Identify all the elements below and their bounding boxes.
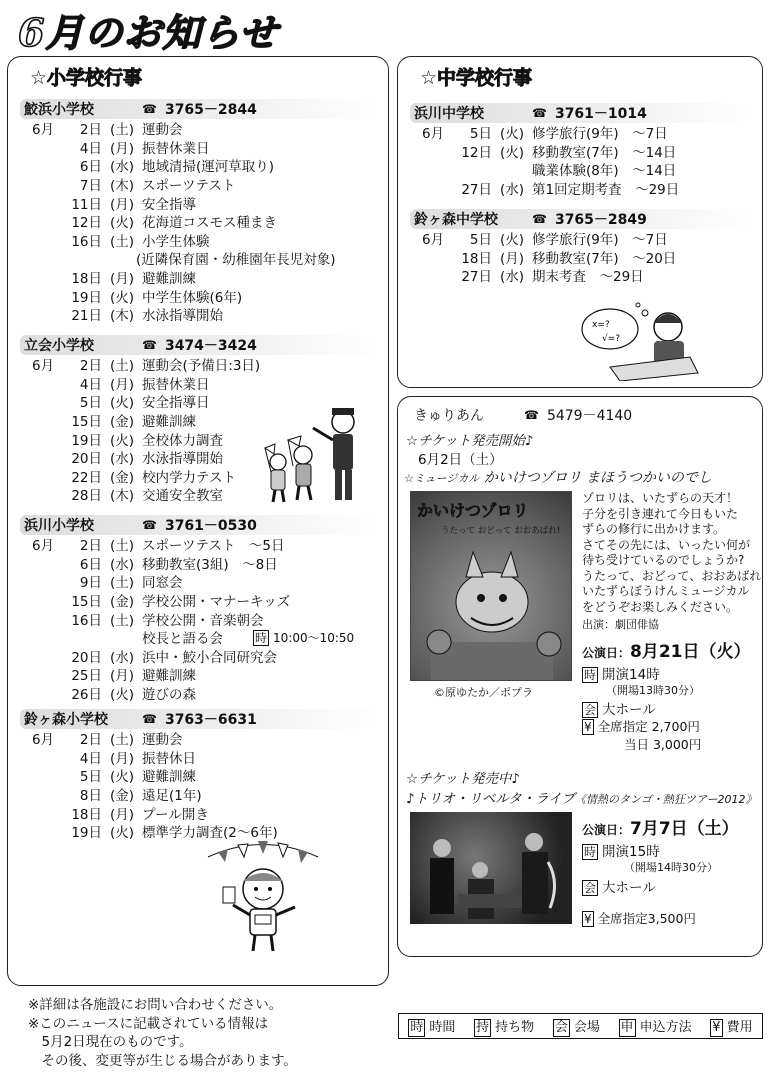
event-row xyxy=(20,822,380,841)
event-weekday: (木) xyxy=(109,178,135,195)
event-title: 中学生体験(6年) xyxy=(142,289,243,306)
event-weekday: (火) xyxy=(499,232,525,249)
show2-price: ¥ 全席指定3,500円 xyxy=(584,911,696,926)
event-weekday: (火) xyxy=(109,215,135,232)
sale-start-date: 6月2日（土） xyxy=(418,452,503,468)
event-title: 修学旅行(9年) ～7日 xyxy=(532,232,668,249)
school-block xyxy=(20,709,380,841)
legend-item xyxy=(710,1016,752,1037)
price-mark: ¥ xyxy=(584,912,592,926)
event-weekday: (火) xyxy=(109,289,135,306)
show2-date: 公演日：7月7日（土） xyxy=(582,819,739,839)
cast: 出演：劇団俳協 xyxy=(582,618,659,631)
legend-mark: 持 xyxy=(476,1019,490,1035)
school-tel: 3761－0530 xyxy=(164,518,257,534)
event-day: 18日 xyxy=(461,250,492,267)
phone-icon: ☎ xyxy=(142,338,157,352)
elementary-heading: ☆小学校行事 xyxy=(30,67,143,89)
legend-item xyxy=(553,1016,600,1037)
description-line: をどうぞお楽しみください。 xyxy=(582,599,739,614)
legend-item xyxy=(408,1016,455,1037)
event-weekday: (木) xyxy=(109,308,135,325)
event-row xyxy=(20,268,380,287)
phone-icon: ☎ xyxy=(142,518,157,532)
event-title: 水泳指導開始 xyxy=(142,308,223,325)
show2-time: 時 開演15時 xyxy=(584,844,660,860)
event-row xyxy=(410,142,752,161)
event-day: 26日 xyxy=(71,687,102,704)
event-title: 遠足(1年) xyxy=(142,788,202,805)
event-weekday: (土) xyxy=(109,612,135,629)
event-title: 移動教室(7年) ～20日 xyxy=(532,250,677,267)
time-mark: 時 xyxy=(584,668,597,682)
junior-heading: ☆中学校行事 xyxy=(420,67,533,89)
event-row xyxy=(20,193,380,212)
show-price-day: 当日 3,000円 xyxy=(624,737,702,752)
event-title: 花海道コスモス種まき xyxy=(142,215,277,232)
event-day: 4日 xyxy=(79,750,102,767)
event-row xyxy=(410,266,752,285)
event-weekday: (水) xyxy=(109,159,135,176)
school-tel: 3765－2844 xyxy=(164,102,257,118)
event-title: (近隣保育園・幼稚園年長児対象) xyxy=(136,252,336,269)
show-time: 時 開演14時 xyxy=(584,667,660,683)
event-row xyxy=(20,305,380,324)
school-name: 鈴ヶ森小学校 xyxy=(24,712,108,728)
legend-mark: ¥ xyxy=(712,1019,721,1035)
event-day: 27日 xyxy=(461,269,492,286)
event-title: 避難訓練 xyxy=(142,769,196,786)
legend-item xyxy=(619,1016,692,1037)
event-row xyxy=(20,175,380,194)
event-day: 19日 xyxy=(71,825,102,842)
event-row xyxy=(20,249,380,268)
price-mark: ¥ xyxy=(584,720,592,734)
event-title: 修学旅行(9年) ～7日 xyxy=(532,126,668,143)
event-row xyxy=(20,374,380,393)
event-row xyxy=(20,628,380,647)
star-icon: ☆ xyxy=(30,67,48,89)
event-row xyxy=(20,748,380,767)
event-weekday: (水) xyxy=(499,269,525,286)
event-weekday: (土) xyxy=(109,122,135,139)
school-header xyxy=(20,515,380,535)
event-day: 6日 xyxy=(79,159,102,176)
show-doors: （開場13時30分） xyxy=(606,684,700,697)
event-title: 全校体力調査 xyxy=(142,432,223,449)
event-row xyxy=(20,355,380,374)
school-header xyxy=(20,709,380,729)
school-tel: 3765－2849 xyxy=(554,212,647,228)
description-line: 子分を引き連れて今日もいた xyxy=(582,506,739,521)
phone-icon: ☎ xyxy=(524,408,539,422)
event-weekday: (月) xyxy=(499,250,525,267)
musical-line: ☆ミュージカル かいけつゾロリ まほうつかいのでし xyxy=(404,470,712,486)
event-day: 11日 xyxy=(71,196,102,213)
sale-now-label: ☆チケット発売中♪ xyxy=(406,771,521,787)
description-line: ずらの修行に出かけます。 xyxy=(582,522,726,536)
event-day: 19日 xyxy=(71,289,102,306)
legend-label: 持ち物 xyxy=(495,1019,535,1035)
school-tel: 3763－6631 xyxy=(164,712,257,728)
trio-photo xyxy=(410,812,572,924)
event-weekday: (土) xyxy=(109,732,135,749)
time-mark: 時 xyxy=(255,630,268,645)
event-row xyxy=(20,766,380,785)
event-day: 2日 xyxy=(79,122,102,139)
event-weekday: (木) xyxy=(109,488,135,505)
event-weekday: (水) xyxy=(109,556,135,573)
sale-start-label: ☆チケット発売開始♪ xyxy=(406,433,534,449)
talk-time: 時 10:00～10:50 xyxy=(255,630,355,645)
phone-icon: ☎ xyxy=(532,212,547,226)
description-line: 待ち受けているのでしょうか? xyxy=(582,553,745,567)
event-title: 振替休業日 xyxy=(142,140,210,157)
page-title: 6月のお知らせ xyxy=(18,10,279,55)
legend-mark: 会 xyxy=(554,1019,568,1035)
description-line: ゾロリは、いたずらの天才！ xyxy=(582,491,739,505)
phone-icon: ☎ xyxy=(532,106,547,120)
event-title: 標準学力調査(2～6年) xyxy=(142,825,278,842)
school-block xyxy=(410,209,752,285)
time-mark: 時 xyxy=(584,845,597,859)
event-weekday: (水) xyxy=(109,451,135,468)
event-weekday: (金) xyxy=(109,469,135,486)
event-weekday: (土) xyxy=(109,233,135,250)
event-row xyxy=(20,286,380,305)
event-weekday: (月) xyxy=(109,668,135,685)
legend-mark: 時 xyxy=(410,1019,424,1035)
event-title: 避難訓練 xyxy=(142,414,196,431)
event-row xyxy=(410,160,752,179)
svg-text:√=?: √=? xyxy=(602,334,621,344)
event-title: 同窓会 xyxy=(142,575,183,592)
school-tel: 3474－3424 xyxy=(164,338,257,354)
legend-label: 費用 xyxy=(726,1019,753,1035)
event-title: 地域清掃(運河草取り) xyxy=(142,159,275,176)
elementary-panel xyxy=(7,56,389,986)
event-weekday: (月) xyxy=(109,140,135,157)
phone-icon: ☎ xyxy=(142,712,157,726)
legend-mark: 申 xyxy=(620,1019,634,1035)
school-block xyxy=(410,103,752,197)
fox-character-image xyxy=(411,532,572,681)
event-weekday: (月) xyxy=(109,196,135,213)
school-header xyxy=(410,103,752,123)
poster-credit: ©原ゆたか／ポプラ xyxy=(434,686,533,699)
kyurian-header: きゅりあん ☎ 5479－4140 xyxy=(414,408,633,424)
legend-label: 申込方法 xyxy=(639,1019,692,1035)
school-name: 浜川中学校 xyxy=(414,106,484,122)
event-row xyxy=(20,535,380,554)
event-title: 小学生体験 xyxy=(142,233,210,250)
event-weekday: (水) xyxy=(109,649,135,666)
event-month: 6月 xyxy=(32,732,55,749)
event-title: 学校公開・マナーキッズ xyxy=(142,594,291,611)
event-day: 25日 xyxy=(71,668,102,685)
event-day: 15日 xyxy=(71,594,102,611)
event-day: 15日 xyxy=(71,414,102,431)
student-studying-illustration xyxy=(580,295,700,381)
description-line: うたって、おどって、おおあばれ xyxy=(582,568,762,583)
event-day: 18日 xyxy=(71,271,102,288)
event-day: 12日 xyxy=(461,144,492,161)
event-day: 12日 xyxy=(71,215,102,232)
event-row xyxy=(410,248,752,267)
event-title: 運動会 xyxy=(142,732,183,749)
event-day: 6日 xyxy=(79,556,102,573)
mascot-illustration xyxy=(203,837,323,957)
event-row xyxy=(20,212,380,231)
event-weekday: (土) xyxy=(109,538,135,555)
event-month: 6月 xyxy=(422,232,445,249)
event-day: 5日 xyxy=(79,395,102,412)
event-weekday: (火) xyxy=(109,687,135,704)
event-weekday: (土) xyxy=(109,575,135,592)
footnote-line: ※このニュースに記載されている情報は xyxy=(28,1015,269,1032)
footnotes xyxy=(28,996,297,1070)
description-line: いたずらぼうけんミュージカル xyxy=(582,584,750,598)
event-title: 交通安全教室 xyxy=(142,488,223,505)
event-weekday: (月) xyxy=(109,806,135,823)
event-title: 第1回定期考査 ～29日 xyxy=(532,182,680,199)
phone-icon: ☎ xyxy=(142,102,157,116)
event-weekday: (月) xyxy=(109,750,135,767)
event-month: 6月 xyxy=(32,538,55,555)
footnote-line: 5月2日現在のものです。 xyxy=(28,1034,193,1050)
school-name: 浜川小学校 xyxy=(24,518,94,534)
event-day: 4日 xyxy=(79,376,102,393)
show-venue: 会 大ホール xyxy=(584,702,656,718)
event-weekday: (火) xyxy=(109,769,135,786)
event-day: 28日 xyxy=(71,488,102,505)
event-day: 21日 xyxy=(71,308,102,325)
school-header xyxy=(20,99,380,119)
event-day: 19日 xyxy=(71,432,102,449)
event-title: 学校公開・音楽朝会 xyxy=(142,612,264,629)
school-block xyxy=(20,99,380,324)
junior-panel xyxy=(397,56,763,388)
event-title: 避難訓練 xyxy=(142,271,196,288)
school-block xyxy=(20,515,380,702)
event-title: 安全指導 xyxy=(142,196,196,213)
footnote-line: ※詳細は各施設にお問い合わせください。 xyxy=(28,997,283,1013)
event-day: 20日 xyxy=(71,451,102,468)
event-day: 2日 xyxy=(79,358,102,375)
event-day: 5日 xyxy=(469,232,492,249)
event-title: スポーツテスト xyxy=(142,178,236,195)
legend-item xyxy=(474,1016,534,1037)
musical-description xyxy=(582,491,761,615)
event-day: 5日 xyxy=(79,769,102,786)
event-row xyxy=(20,156,380,175)
event-day: 2日 xyxy=(79,538,102,555)
event-title: 避難訓練 xyxy=(142,668,196,685)
event-row xyxy=(20,609,380,628)
event-weekday: (火) xyxy=(109,432,135,449)
event-row xyxy=(410,179,752,198)
legend-label: 時間 xyxy=(429,1019,456,1035)
zorori-poster: かいけつゾロリ うたって おどって おおあばれ! xyxy=(410,491,572,681)
event-title: 振替休業日 xyxy=(142,376,210,393)
event-month: 6月 xyxy=(32,358,55,375)
event-title: 期末考査 ～29日 xyxy=(532,269,644,286)
event-weekday: (金) xyxy=(109,594,135,611)
event-row xyxy=(20,138,380,157)
event-day: 9日 xyxy=(79,575,102,592)
event-weekday: (金) xyxy=(109,788,135,805)
show-price: ¥ 全席指定 2,700円 xyxy=(584,719,700,734)
event-title: 移動教室(3組) ～8日 xyxy=(142,556,278,573)
concert-line: ♪トリオ・リベルタ・ライブ《情熱のタンゴ・熱狂ツアー2012》 xyxy=(406,791,757,807)
event-day: 27日 xyxy=(461,182,492,199)
event-row xyxy=(20,684,380,703)
event-title: スポーツテスト ～5日 xyxy=(142,538,285,555)
event-weekday: (水) xyxy=(499,182,525,199)
event-row xyxy=(20,554,380,573)
school-name: 鈴ヶ森中学校 xyxy=(414,212,498,228)
event-title: 校長と語る会 xyxy=(142,631,223,648)
event-day: 8日 xyxy=(79,788,102,805)
event-title: 校内学力テスト xyxy=(142,469,236,486)
event-day: 18日 xyxy=(71,806,102,823)
description-line: さてその先には、いったい何が xyxy=(582,537,751,552)
footnote-line: その後、変更等が生じる場合があります。 xyxy=(28,1052,297,1069)
event-title: 浜中・鮫小合同研究会 xyxy=(142,649,277,666)
event-day: 22日 xyxy=(71,469,102,486)
event-title: 職業体験(8年) ～14日 xyxy=(532,163,677,180)
event-weekday: (金) xyxy=(109,414,135,431)
event-row xyxy=(410,123,752,142)
event-title: 移動教室(7年) ～14日 xyxy=(532,144,677,161)
venue-mark: 会 xyxy=(584,881,597,895)
event-day: 16日 xyxy=(71,233,102,250)
event-day: 20日 xyxy=(71,649,102,666)
event-row xyxy=(20,803,380,822)
show-date: 公演日：8月21日（火） xyxy=(582,642,751,662)
school-header xyxy=(410,209,752,229)
show2-doors: （開場14時30分） xyxy=(624,861,718,874)
event-day: 5日 xyxy=(469,126,492,143)
event-weekday: (土) xyxy=(109,358,135,375)
legend-label: 会場 xyxy=(573,1019,600,1035)
event-weekday: (月) xyxy=(109,271,135,288)
school-name: 鮫浜小学校 xyxy=(24,102,94,118)
event-title: 運動会 xyxy=(142,122,183,139)
school-tel: 3761－1014 xyxy=(554,106,647,122)
event-month: 6月 xyxy=(32,122,55,139)
event-row xyxy=(20,591,380,610)
svg-text:x=?: x=? xyxy=(592,320,610,330)
event-row xyxy=(20,119,380,138)
event-row xyxy=(20,231,380,250)
event-weekday: (火) xyxy=(109,825,135,842)
event-row xyxy=(20,729,380,748)
school-header xyxy=(20,335,380,355)
event-row xyxy=(410,229,752,248)
event-title: 安全指導日 xyxy=(142,395,210,412)
crossing-guard-illustration xyxy=(263,400,373,510)
school-name: 立会小学校 xyxy=(24,338,94,354)
event-weekday: (火) xyxy=(499,126,525,143)
star-icon: ☆ xyxy=(420,67,438,89)
show2-venue: 会 大ホール xyxy=(584,880,656,896)
trio-performers-image xyxy=(410,812,572,924)
event-day: 2日 xyxy=(79,732,102,749)
venue-mark: 会 xyxy=(584,703,597,717)
event-weekday: (火) xyxy=(499,144,525,161)
legend xyxy=(398,1013,763,1039)
event-day: 4日 xyxy=(79,140,102,157)
event-row xyxy=(20,647,380,666)
event-row xyxy=(20,785,380,804)
event-title: 水泳指導開始 xyxy=(142,451,223,468)
event-title: 遊びの森 xyxy=(142,687,196,704)
kyurian-panel xyxy=(397,396,763,957)
event-day: 16日 xyxy=(71,612,102,629)
event-row xyxy=(20,572,380,591)
event-title: 運動会(予備日:3日) xyxy=(142,358,261,375)
event-title: 振替休日 xyxy=(142,750,196,767)
event-day: 7日 xyxy=(79,178,102,195)
event-weekday: (火) xyxy=(109,395,135,412)
event-row xyxy=(20,665,380,684)
event-weekday: (月) xyxy=(109,376,135,393)
event-title: プール開き xyxy=(142,806,209,823)
event-month: 6月 xyxy=(422,126,445,143)
